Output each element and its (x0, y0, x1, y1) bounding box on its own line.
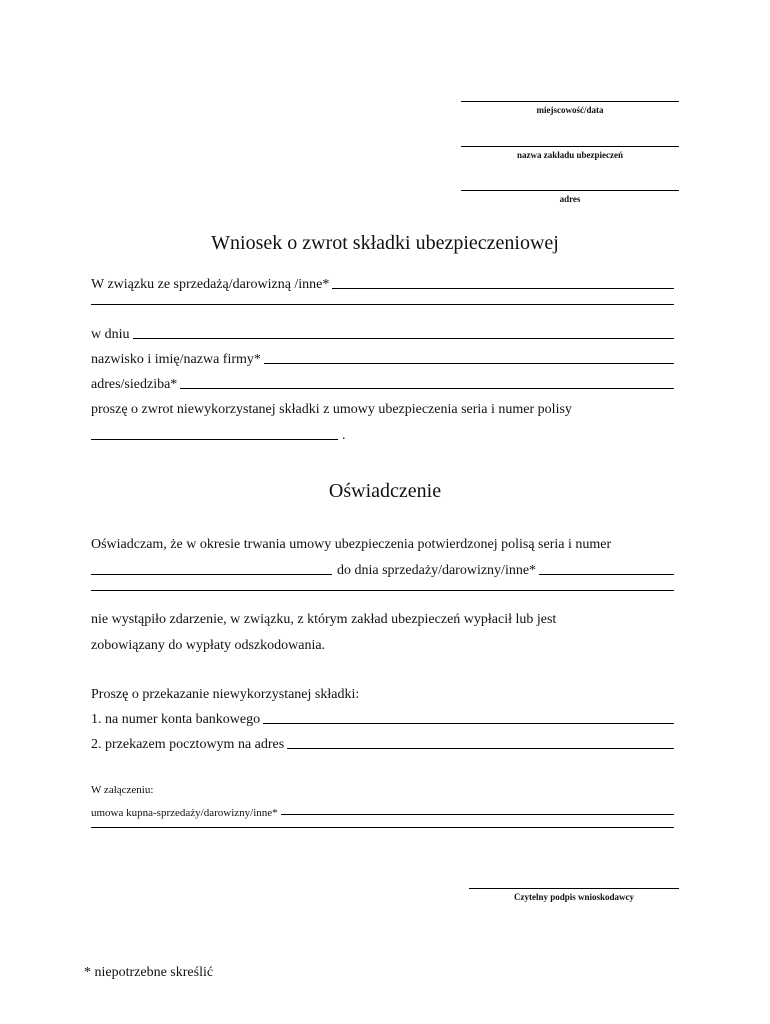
address-label: adres/siedziba* (91, 377, 178, 392)
statement-line-2 (91, 563, 674, 579)
statement-line-3 (91, 612, 674, 628)
date-label: w dniu (91, 327, 130, 342)
policy-number-blank (91, 438, 338, 440)
name-label: nazwisko i imię/nazwa firmy* (91, 352, 261, 367)
attachment-item-blank (281, 813, 674, 815)
statement-blank-fill (91, 589, 674, 591)
attachments-label-text: W załączeniu: (91, 784, 154, 796)
attachment-blank-fill (91, 826, 674, 828)
blank-line (91, 303, 674, 309)
transfer-intro-text: Proszę o przekazanie niewykorzystanej składki: (91, 687, 360, 702)
name-blank (264, 362, 674, 364)
statement-policy-blank (91, 573, 332, 575)
insurer-name-field: nazwa zakładu ubezpieczeń (461, 146, 679, 160)
name-line (91, 352, 674, 368)
statement-line-4-text: zobowiązany do wypłaty odszkodowania. (91, 638, 326, 653)
attachments-label (91, 784, 674, 796)
statement-line-2-text: do dnia sprzedaży/darowizny/inne* (337, 563, 537, 578)
postal-address-blank (287, 747, 674, 749)
footnote: * niepotrzebne skreślić (84, 965, 214, 980)
document-title: Wniosek o zwrot składki ubezpieczeniowej (211, 232, 559, 254)
refund-text (91, 402, 674, 418)
attachment-item-label: umowa kupna-sprzedaży/darowizny/inne* (91, 807, 278, 819)
place-date-field: miejscowość/data (461, 101, 679, 115)
statement-heading: Oświadczenie (328, 480, 442, 502)
address-blank (180, 387, 674, 389)
signature-field: Czytelny podpis wnioskodawcy (469, 888, 679, 902)
statement-line-4 (91, 638, 674, 654)
address-line (91, 377, 674, 393)
date-blank (133, 337, 675, 339)
attachment-blank-line (91, 826, 674, 832)
transfer-option-1 (91, 712, 674, 728)
statement-blank-line (91, 589, 674, 595)
date-line (91, 327, 674, 343)
policy-number-line (91, 428, 674, 444)
transfer-option-2 (91, 737, 674, 753)
bank-account-blank (263, 722, 674, 724)
statement-line-3-text: nie wystąpiło zdarzenie, w związku, z którym zakład ubezpieczeń wypłacił lub jest (91, 612, 557, 627)
sale-reason-line (91, 277, 674, 293)
insurer-address-field: adres (461, 190, 679, 204)
policy-number-period: . (342, 428, 346, 443)
refund-text-label: proszę o zwrot niewykorzystanej składki z umowy ubezpieczenia seria i numer polisy (91, 402, 572, 417)
sale-reason-label: W związku ze sprzedażą/darowizną /inne* (91, 277, 330, 292)
transfer-option-1-label: 1. na numer konta bankowego (91, 712, 261, 727)
transfer-intro (91, 687, 674, 703)
statement-line-1 (91, 537, 674, 553)
statement-line-1-text: Oświadczam, że w okresie trwania umowy ubezpieczenia potwierdzonej polisą seria i numer (91, 537, 612, 552)
transfer-option-2-label: 2. przekazem pocztowym na adres (91, 737, 285, 752)
sale-reason-blank (332, 287, 674, 289)
blank-line-fill (91, 303, 674, 305)
attachment-item (91, 807, 674, 819)
statement-other-blank (539, 573, 674, 575)
